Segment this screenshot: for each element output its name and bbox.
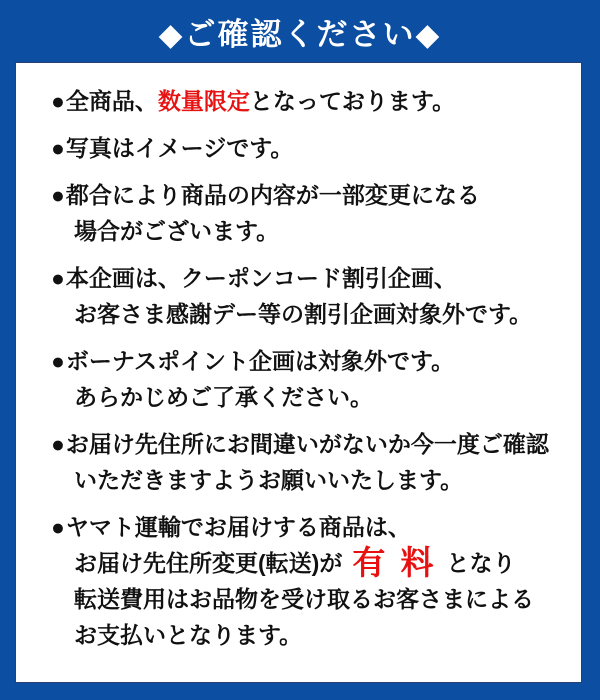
card-header	[0, 0, 600, 62]
notice-line	[51, 83, 567, 119]
highlight-text: 数量限定	[157, 88, 250, 114]
notice-line	[51, 177, 567, 213]
notice-line	[51, 379, 567, 415]
notice-text: 転送費用はお品物を受け取るお客さまによる	[74, 586, 534, 612]
notice-text: ボーナスポイント企画は対象外です。	[65, 348, 455, 374]
notice-line	[51, 426, 567, 462]
notice-list	[51, 83, 567, 653]
notice-line	[51, 462, 567, 498]
notice-line	[51, 581, 567, 617]
card-title: ◆ご確認ください◆	[158, 16, 442, 52]
notice-text: お客さま感謝デー等の割引企画対象外です。	[74, 301, 533, 327]
notice-line	[51, 509, 567, 545]
notice-text: 場合がございます。	[74, 218, 280, 244]
bullet-icon: ●	[51, 135, 65, 161]
bullet-icon: ●	[51, 182, 65, 208]
notice-text: ヤマト運輸でお届けする商品は、	[65, 514, 411, 540]
notice-text: 写真はイメージです。	[65, 135, 294, 161]
notice-text: となり	[446, 550, 516, 576]
notice-item	[51, 260, 567, 332]
bullet-icon: ●	[51, 514, 65, 540]
notice-line	[51, 213, 567, 249]
highlight-text: 有 料	[352, 544, 437, 581]
notice-text: お支払いとなります。	[74, 622, 303, 648]
bullet-icon: ●	[51, 348, 65, 374]
notice-line	[51, 545, 567, 581]
notice-line	[51, 343, 567, 379]
bullet-icon: ●	[51, 88, 65, 114]
notice-line	[51, 260, 567, 296]
notice-text: 本企画は、クーポンコード割引企画、	[65, 265, 457, 291]
bullet-icon: ●	[51, 265, 65, 291]
notice-line	[51, 296, 567, 332]
notice-text: お届け先住所にお間違いがないか今一度ご確認	[65, 431, 549, 457]
notice-text: 全商品、	[65, 88, 158, 114]
notice-text: となっております。	[249, 88, 456, 114]
notice-text: いただきますようお願いいたします。	[74, 467, 464, 493]
notice-line	[51, 130, 567, 166]
notice-text: 都合により商品の内容が一部変更になる	[65, 182, 480, 208]
notice-item	[51, 177, 567, 249]
notice-item	[51, 343, 567, 415]
notice-item	[51, 426, 567, 498]
bullet-icon: ●	[51, 431, 65, 457]
notice-panel	[15, 62, 582, 683]
notice-text: あらかじめご了承ください。	[74, 384, 373, 410]
notice-item	[51, 509, 567, 653]
notice-item	[51, 83, 567, 119]
notice-item	[51, 130, 567, 166]
notice-text: お届け先住所変更(転送)が	[74, 550, 343, 576]
notice-line	[51, 617, 567, 653]
